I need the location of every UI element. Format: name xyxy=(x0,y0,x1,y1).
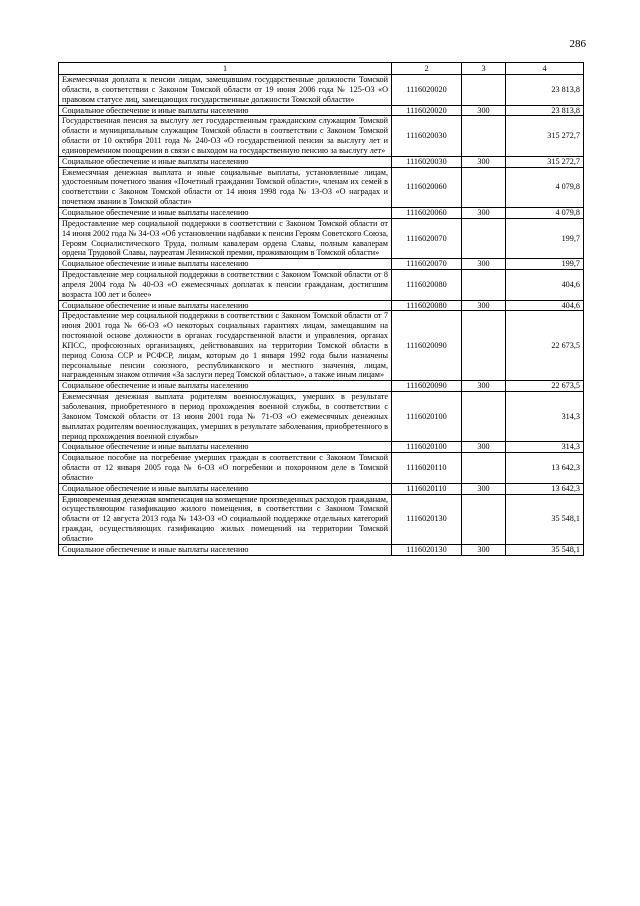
row-amount: 4 079,8 xyxy=(506,167,584,207)
row-description: Социальное обеспечение и иные выплаты населению xyxy=(59,544,392,555)
row-target-code: 1116020070 xyxy=(392,218,462,258)
table-row xyxy=(59,270,584,301)
row-amount: 13 642,3 xyxy=(506,483,584,494)
row-expense-type xyxy=(462,311,506,381)
row-description: Ежемесячная денежная выплата родителям военнослужащих, умерших в результате заболевания, приобретенного в период прохождения военной службы, в соответствии с Законом Томской области от 13 июня 2001 года № 71-ОЗ «О ежемесячных денежных выплатах родителям военнослужащих, умерших в результате заболевания, приобретенного в период прохождения военной службы» xyxy=(59,392,392,442)
row-description: Социальное обеспечение и иные выплаты населению xyxy=(59,442,392,453)
column-number-row xyxy=(59,63,584,75)
row-amount: 315 272,7 xyxy=(506,116,584,156)
row-target-code: 1116020100 xyxy=(392,392,462,442)
row-description: Социальное пособие на погребение умерших граждан в соответствии с Законом Томской области от 12 января 2005 года № 6-ОЗ «О погребении и похоронном деле в Томской области» xyxy=(59,453,392,484)
column-number: 2 xyxy=(392,63,462,75)
table-row xyxy=(59,392,584,442)
row-expense-type: 300 xyxy=(462,544,506,555)
row-amount: 23 813,8 xyxy=(506,75,584,106)
row-description: Социальное обеспечение и иные выплаты населению xyxy=(59,156,392,167)
row-expense-type xyxy=(462,494,506,544)
row-description: Социальное обеспечение и иные выплаты населению xyxy=(59,207,392,218)
table-row xyxy=(59,453,584,484)
row-target-code: 1116020080 xyxy=(392,300,462,311)
row-target-code: 1116020130 xyxy=(392,494,462,544)
row-expense-type xyxy=(462,392,506,442)
row-expense-type xyxy=(462,167,506,207)
row-target-code: 1116020110 xyxy=(392,453,462,484)
row-expense-type: 300 xyxy=(462,483,506,494)
table-row xyxy=(59,116,584,156)
column-number: 4 xyxy=(506,63,584,75)
table-body xyxy=(59,75,584,556)
row-target-code: 1116020080 xyxy=(392,270,462,301)
row-description: Социальное обеспечение и иные выплаты населению xyxy=(59,259,392,270)
budget-table xyxy=(58,62,584,556)
row-description: Государственная пенсия за выслугу лет государственным гражданским служащим Томской области и муниципальным служащим Томской области в соответствии с Законом Томской области от 10 октября 2011 года № 240-ОЗ «О государственной пенсии за выслугу лет и единовременном поощрении в связи с выходом на государственную пенсию за выслугу лет» xyxy=(59,116,392,156)
row-description: Социальное обеспечение и иные выплаты населению xyxy=(59,483,392,494)
row-amount: 22 673,5 xyxy=(506,311,584,381)
table-row xyxy=(59,311,584,381)
row-target-code: 1116020090 xyxy=(392,311,462,381)
row-target-code: 1116020070 xyxy=(392,259,462,270)
column-number: 1 xyxy=(59,63,392,75)
row-expense-type: 300 xyxy=(462,207,506,218)
row-amount: 35 548,1 xyxy=(506,544,584,555)
table-row xyxy=(59,167,584,207)
row-expense-type xyxy=(462,116,506,156)
table-subrow xyxy=(59,483,584,494)
row-target-code: 1116020030 xyxy=(392,116,462,156)
row-target-code: 1116020130 xyxy=(392,544,462,555)
row-target-code: 1116020030 xyxy=(392,156,462,167)
row-amount: 4 079,8 xyxy=(506,207,584,218)
row-description: Социальное обеспечение и иные выплаты населению xyxy=(59,105,392,116)
row-amount: 314,3 xyxy=(506,442,584,453)
page-number: 286 xyxy=(569,38,586,50)
table-subrow xyxy=(59,442,584,453)
row-expense-type: 300 xyxy=(462,156,506,167)
row-expense-type xyxy=(462,270,506,301)
row-description: Социальное обеспечение и иные выплаты населению xyxy=(59,381,392,392)
table-subrow xyxy=(59,156,584,167)
row-amount: 22 673,5 xyxy=(506,381,584,392)
row-expense-type xyxy=(462,218,506,258)
row-target-code: 1116020110 xyxy=(392,483,462,494)
row-amount: 23 813,8 xyxy=(506,105,584,116)
table-row xyxy=(59,218,584,258)
row-expense-type xyxy=(462,75,506,106)
row-target-code: 1116020100 xyxy=(392,442,462,453)
row-description: Предоставление мер социальной поддержки в соответствии с Законом Томской области от 7 июня 2001 года № 66-ОЗ «О некоторых социальных гарантиях лицам, замещавшим на постоянной основе должности в органах государственной власти и управления, органах КПСС, профсоюзных организациях, действовавших на территории Томской области в период Союза ССР и РСФСР, лицам, которым до 1 января 1992 года были назначены персональные пенсии союзного, республиканского и местного значения, лицам, награжденным знаком отличия «За заслуги перед Томской областью», а также иным лицам» xyxy=(59,311,392,381)
row-amount: 13 642,3 xyxy=(506,453,584,484)
row-target-code: 1116020060 xyxy=(392,167,462,207)
row-amount: 404,6 xyxy=(506,300,584,311)
row-amount: 35 548,1 xyxy=(506,494,584,544)
row-target-code: 1116020020 xyxy=(392,105,462,116)
row-description: Предоставление мер социальной поддержки в соответствии с Законом Томской области от 14 июня 2002 года № 34-ОЗ «Об установлении надбавки к пенсии Героям Советского Союза, Героям Социалистического Труда, полным кавалерам ордена Славы, полным кавалерам ордена Трудовой Славы, лауреатам Ленинской премии, проживающим в Томской области» xyxy=(59,218,392,258)
row-description: Ежемесячная доплата к пенсии лицам, замещавшим государственные должности Томской области, в соответствии с Законом Томской области от 19 июня 2006 года № 125-ОЗ «О правовом статусе лиц, замещающих государственные должности Томской области» xyxy=(59,75,392,106)
row-target-code: 1116020060 xyxy=(392,207,462,218)
row-amount: 404,6 xyxy=(506,270,584,301)
table-row xyxy=(59,494,584,544)
table-subrow xyxy=(59,300,584,311)
row-amount: 314,3 xyxy=(506,392,584,442)
row-target-code: 1116020020 xyxy=(392,75,462,106)
row-target-code: 1116020090 xyxy=(392,381,462,392)
row-description: Предоставление мер социальной поддержки в соответствии с Законом Томской области от 8 апреля 2004 года № 40-ОЗ «О ежемесячных доплатах к пенсии гражданам, достигшим возраста 100 лет и более» xyxy=(59,270,392,301)
row-amount: 315 272,7 xyxy=(506,156,584,167)
row-expense-type: 300 xyxy=(462,105,506,116)
row-expense-type: 300 xyxy=(462,381,506,392)
table-row xyxy=(59,75,584,106)
row-expense-type: 300 xyxy=(462,300,506,311)
row-expense-type xyxy=(462,453,506,484)
row-description: Единовременная денежная компенсация на возмещение произведенных расходов гражданам, осуществляющим газификацию жилого помещения, в соответствии с Законом Томской области от 12 августа 2013 года № 143-ОЗ «О социальной поддержке отдельных категорий граждан, осуществляющих газификацию жилых помещений на территории Томской области» xyxy=(59,494,392,544)
row-amount: 199,7 xyxy=(506,218,584,258)
row-description: Социальное обеспечение и иные выплаты населению xyxy=(59,300,392,311)
row-description: Ежемесячная денежная выплата и иные социальные выплаты, установленные лицам, удостоенным почетного звания «Почетный гражданин Томской области», членам их семей в соответствии с Законом Томской области от 14 июня 1998 года № 13-ОЗ «О наградах и почетном звании в Томской области» xyxy=(59,167,392,207)
table-subrow xyxy=(59,259,584,270)
table-subrow xyxy=(59,207,584,218)
table-subrow xyxy=(59,105,584,116)
row-amount: 199,7 xyxy=(506,259,584,270)
row-expense-type: 300 xyxy=(462,259,506,270)
column-number: 3 xyxy=(462,63,506,75)
table-subrow xyxy=(59,544,584,555)
table-subrow xyxy=(59,381,584,392)
row-expense-type: 300 xyxy=(462,442,506,453)
